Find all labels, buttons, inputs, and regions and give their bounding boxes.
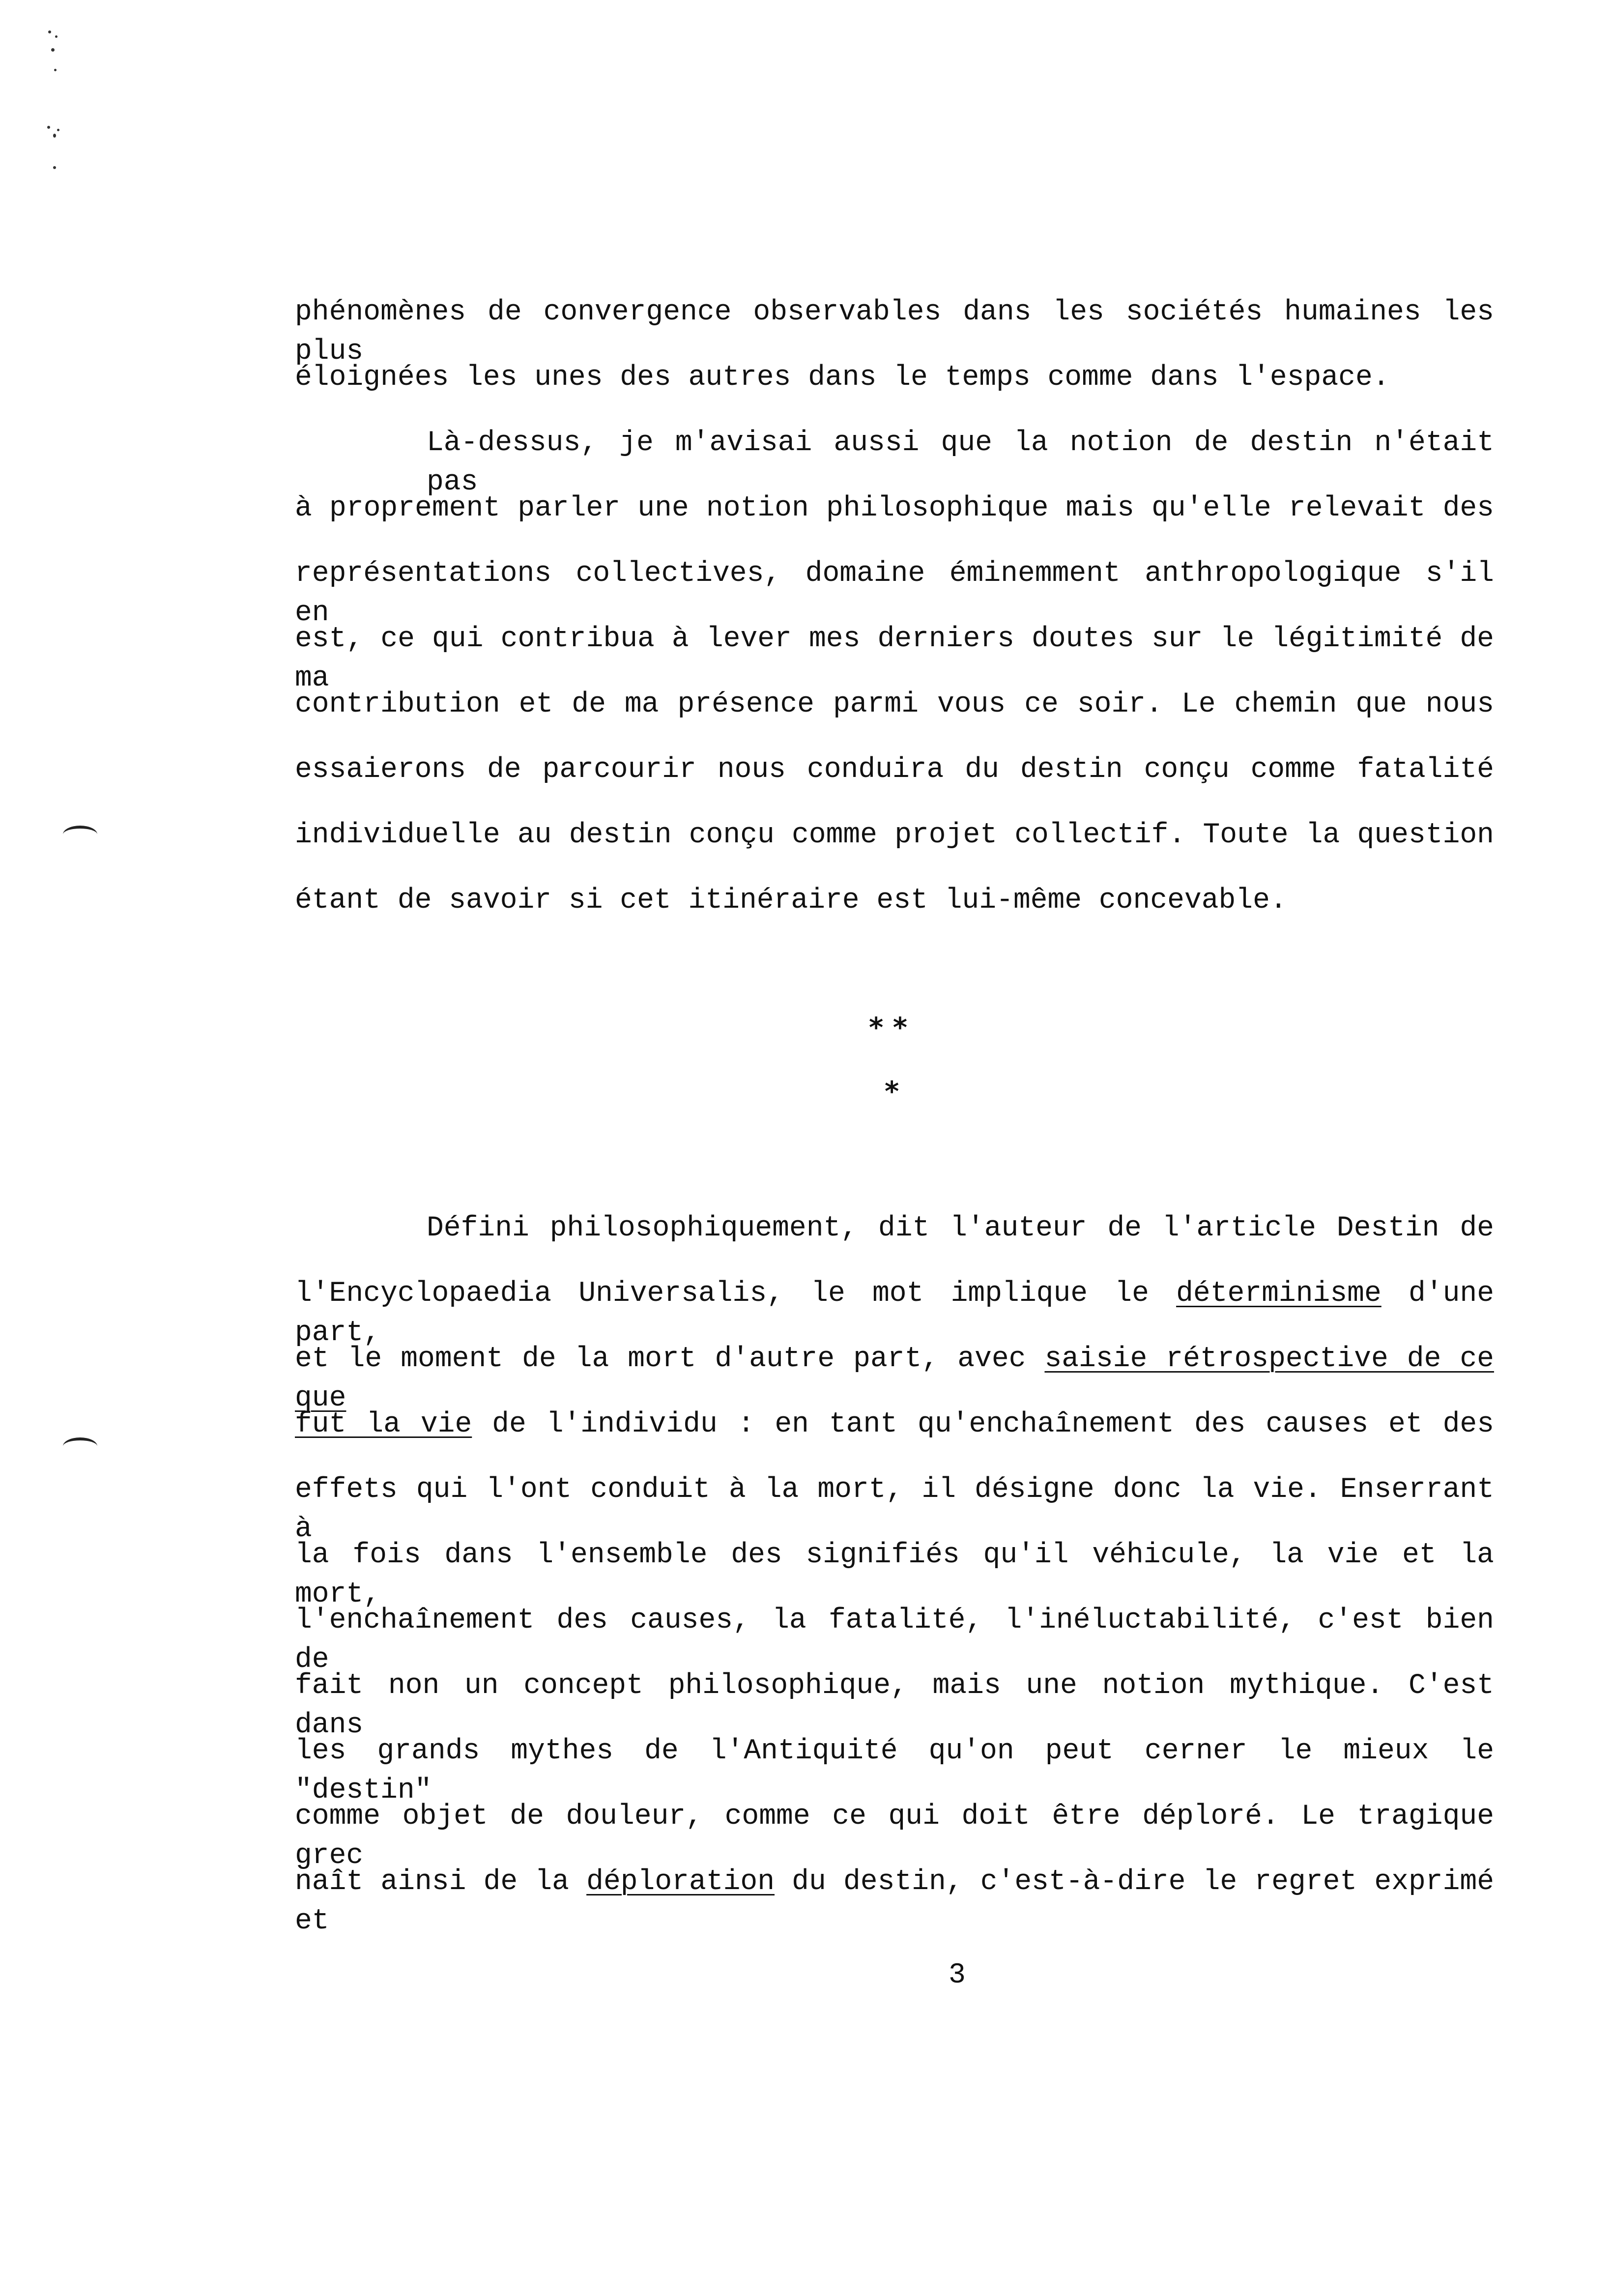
text-run: du destin, c'est-à-dire le regret exprimé et: [295, 1866, 1495, 1937]
text-line: Là-dessus, je m'avisai aussi que la notion de destin n'était pas: [427, 427, 1494, 498]
text-line: éloignées les unes des autres dans le temps comme dans l'espace.: [295, 362, 1390, 394]
text-line: est, ce qui contribua à lever mes derniers doutes sur le légitimité de ma: [295, 623, 1494, 694]
text-line: étant de savoir si cet itinéraire est lui-même concevable.: [295, 885, 1287, 917]
text-line: individuelle au destin conçu comme projet collectif. Toute la question: [295, 819, 1494, 851]
underlined-term: déterminisme: [1176, 1278, 1382, 1310]
scan-speck: [53, 166, 56, 169]
scan-speck: [55, 35, 58, 38]
text-line: phénomènes de convergence observables dans les sociétés humaines les plus: [295, 296, 1494, 368]
text-run: de l'individu : en tant qu'enchaînement des causes et des: [472, 1408, 1494, 1440]
scan-speck: [54, 69, 57, 71]
page-number: 3: [949, 1959, 966, 1991]
underlined-phrase: fut la vie: [295, 1408, 472, 1440]
underlined-term: déploration: [586, 1866, 775, 1898]
section-separator-bottom: *: [885, 1076, 899, 1108]
text-line: contribution et de ma présence parmi vous ce soir. Le chemin que nous: [295, 689, 1494, 720]
text-line: essaierons de parcourir nous conduira du destin conçu comme fatalité: [295, 754, 1494, 786]
scan-speck: [53, 134, 56, 138]
text-run: l'Encyclopaedia Universalis, le mot implique le: [295, 1278, 1177, 1310]
text-line: représentations collectives, domaine éminemment anthropologique s'il en: [295, 558, 1494, 629]
underlined-phrase: saisie rétrospective de ce que: [295, 1343, 1494, 1414]
text-line: [295, 1405, 1494, 1444]
text-run: et le moment de la mort d'autre part, avec: [295, 1343, 1045, 1375]
scan-speck: [47, 126, 50, 129]
text-line: [295, 1274, 1495, 1349]
text-run: naît ainsi de la: [295, 1866, 587, 1898]
text-line: [295, 1340, 1494, 1414]
scan-speck: [57, 129, 59, 131]
text-line: fait non un concept philosophique, mais une notion mythique. C'est dans: [295, 1670, 1494, 1741]
binder-hole-mark: [63, 1437, 97, 1455]
scan-speck: [48, 30, 51, 33]
text-line: comme objet de douleur, comme ce qui doit être déploré. Le tragique grec: [295, 1801, 1494, 1872]
scan-speck: [51, 48, 55, 52]
text-line: Défini philosophiquement, dit l'auteur de l'article Destin de: [427, 1212, 1494, 1244]
text-run: d'une part,: [295, 1278, 1495, 1349]
section-separator-top: * *: [869, 1012, 908, 1044]
text-line: [295, 1863, 1495, 1937]
text-line: à proprement parler une notion philosophique mais qu'elle relevait des: [295, 492, 1494, 524]
text-line: les grands mythes de l'Antiquité qu'on peut cerner le mieux le "destin": [295, 1735, 1494, 1807]
text-line: la fois dans l'ensemble des signifiés qu'il véhicule, la vie et la mort,: [295, 1539, 1494, 1610]
text-line: l'enchaînement des causes, la fatalité, l'inéluctabilité, c'est bien de: [295, 1605, 1494, 1676]
text-line: effets qui l'ont conduit à la mort, il désigne donc la vie. Enserrant à: [295, 1474, 1494, 1545]
binder-hole-mark: [63, 826, 97, 843]
